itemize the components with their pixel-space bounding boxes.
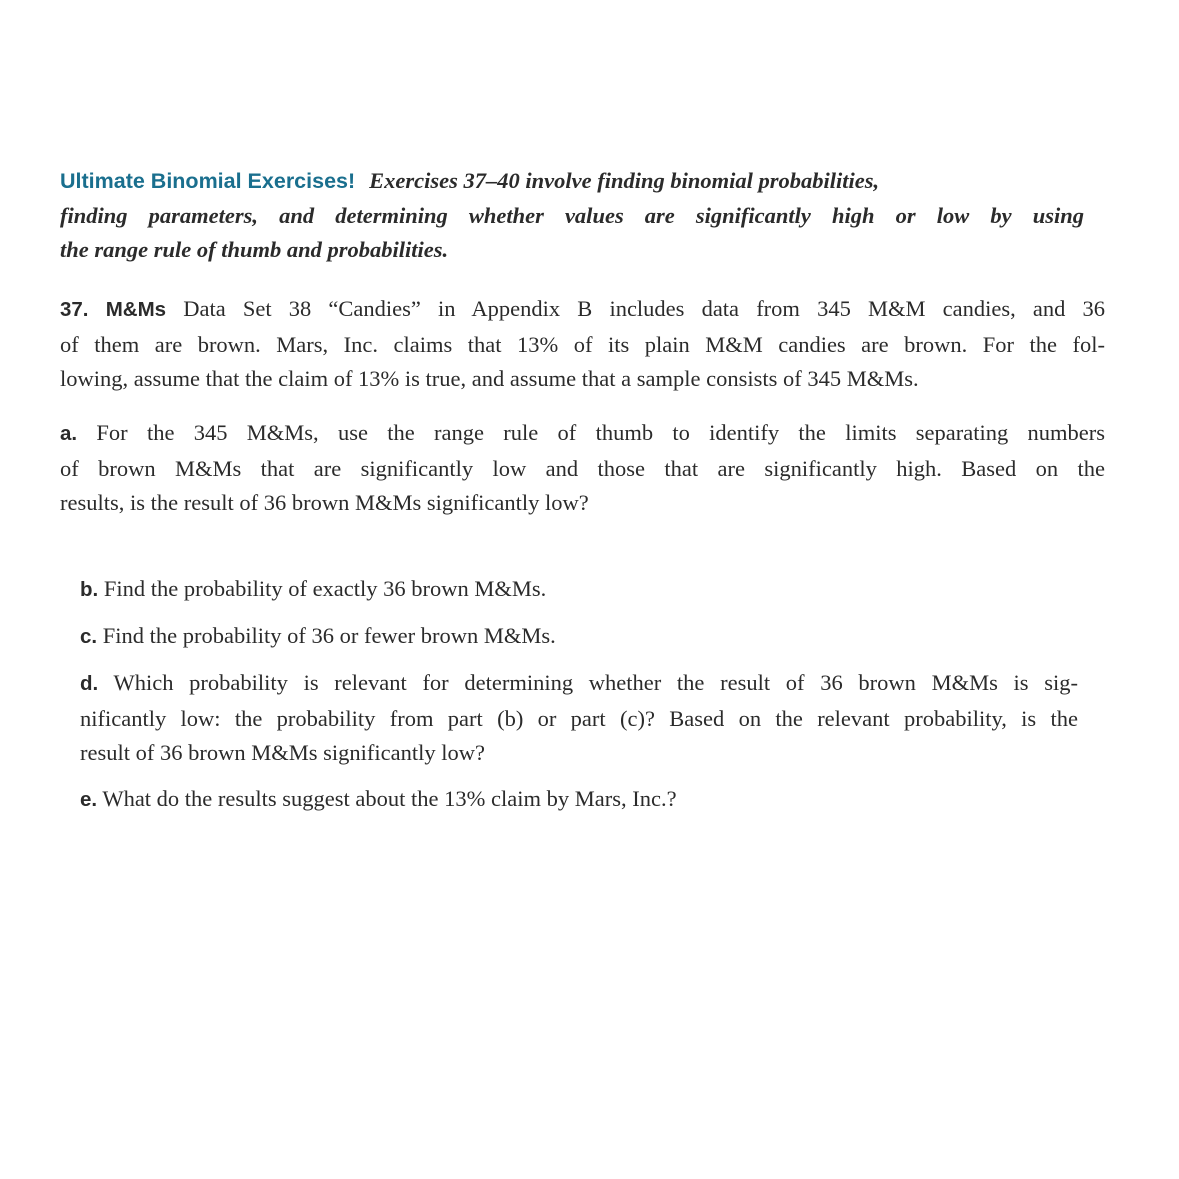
exercise-37: [60, 292, 1105, 397]
part-e: [80, 782, 1080, 818]
heading-line-3: the range rule of thumb and probabilities.: [60, 237, 449, 262]
section-heading: [60, 164, 1084, 268]
heading-label: Ultimate Binomial Exercises!: [60, 169, 356, 193]
exercise-line-2: of them are brown. Mars, Inc. claims that 13% of its plain M&M candies are brown. For the fol-: [60, 331, 1105, 357]
part-d: [80, 666, 1078, 771]
part-e-line: [80, 782, 1080, 818]
part-c: [80, 619, 1080, 655]
part-d-label: d.: [80, 672, 99, 695]
heading-text: Exercises 37–40 involve finding binomial probabilities,: [369, 168, 880, 193]
part-e-text: What do the results suggest about the 13% claim by Mars, Inc.?: [102, 786, 677, 811]
part-b-line: [80, 572, 1080, 608]
part-a-line-1: [60, 416, 1105, 452]
part-e-label: e.: [80, 788, 98, 811]
part-d-line-2: nificantly low: the probability from part (b) or part (c)? Based on the relevant probability, is the: [80, 705, 1078, 731]
heading-line-1: [60, 164, 1084, 199]
part-a-line-2: of brown M&Ms that are significantly low and those that are significantly high. Based on the: [60, 455, 1105, 481]
part-a-line-3: results, is the result of 36 brown M&Ms significantly low?: [60, 490, 589, 515]
exercise-text-1: Data Set 38 “Candies” in Appendix B includes data from 345 M&M candies, and 36: [183, 296, 1105, 321]
part-b-label: b.: [80, 578, 99, 601]
part-a-label: a.: [60, 422, 78, 445]
part-a: [60, 416, 1105, 521]
part-c-line: [80, 619, 1080, 655]
part-b-text: Find the probability of exactly 36 brown M&Ms.: [103, 576, 547, 601]
exercise-line-1: [60, 292, 1105, 328]
part-a-text-1: For the 345 M&Ms, use the range rule of thumb to identify the limits separating numbers: [96, 420, 1105, 445]
part-d-line-1: [80, 666, 1078, 702]
heading-line-2: finding parameters, and determining whether values are significantly high or low by using: [60, 202, 1084, 228]
part-d-line-3: result of 36 brown M&Ms significantly low?: [80, 740, 485, 765]
part-d-text-1: Which probability is relevant for determining whether the result of 36 brown M&Ms is sig-: [113, 670, 1078, 695]
part-b: [80, 572, 1080, 608]
exercise-number: 37. M&Ms: [60, 298, 167, 321]
part-c-text: Find the probability of 36 or fewer brown M&Ms.: [102, 623, 556, 648]
part-c-label: c.: [80, 625, 98, 648]
exercise-line-3: lowing, assume that the claim of 13% is true, and assume that a sample consists of 345 M&Ms.: [60, 366, 919, 391]
